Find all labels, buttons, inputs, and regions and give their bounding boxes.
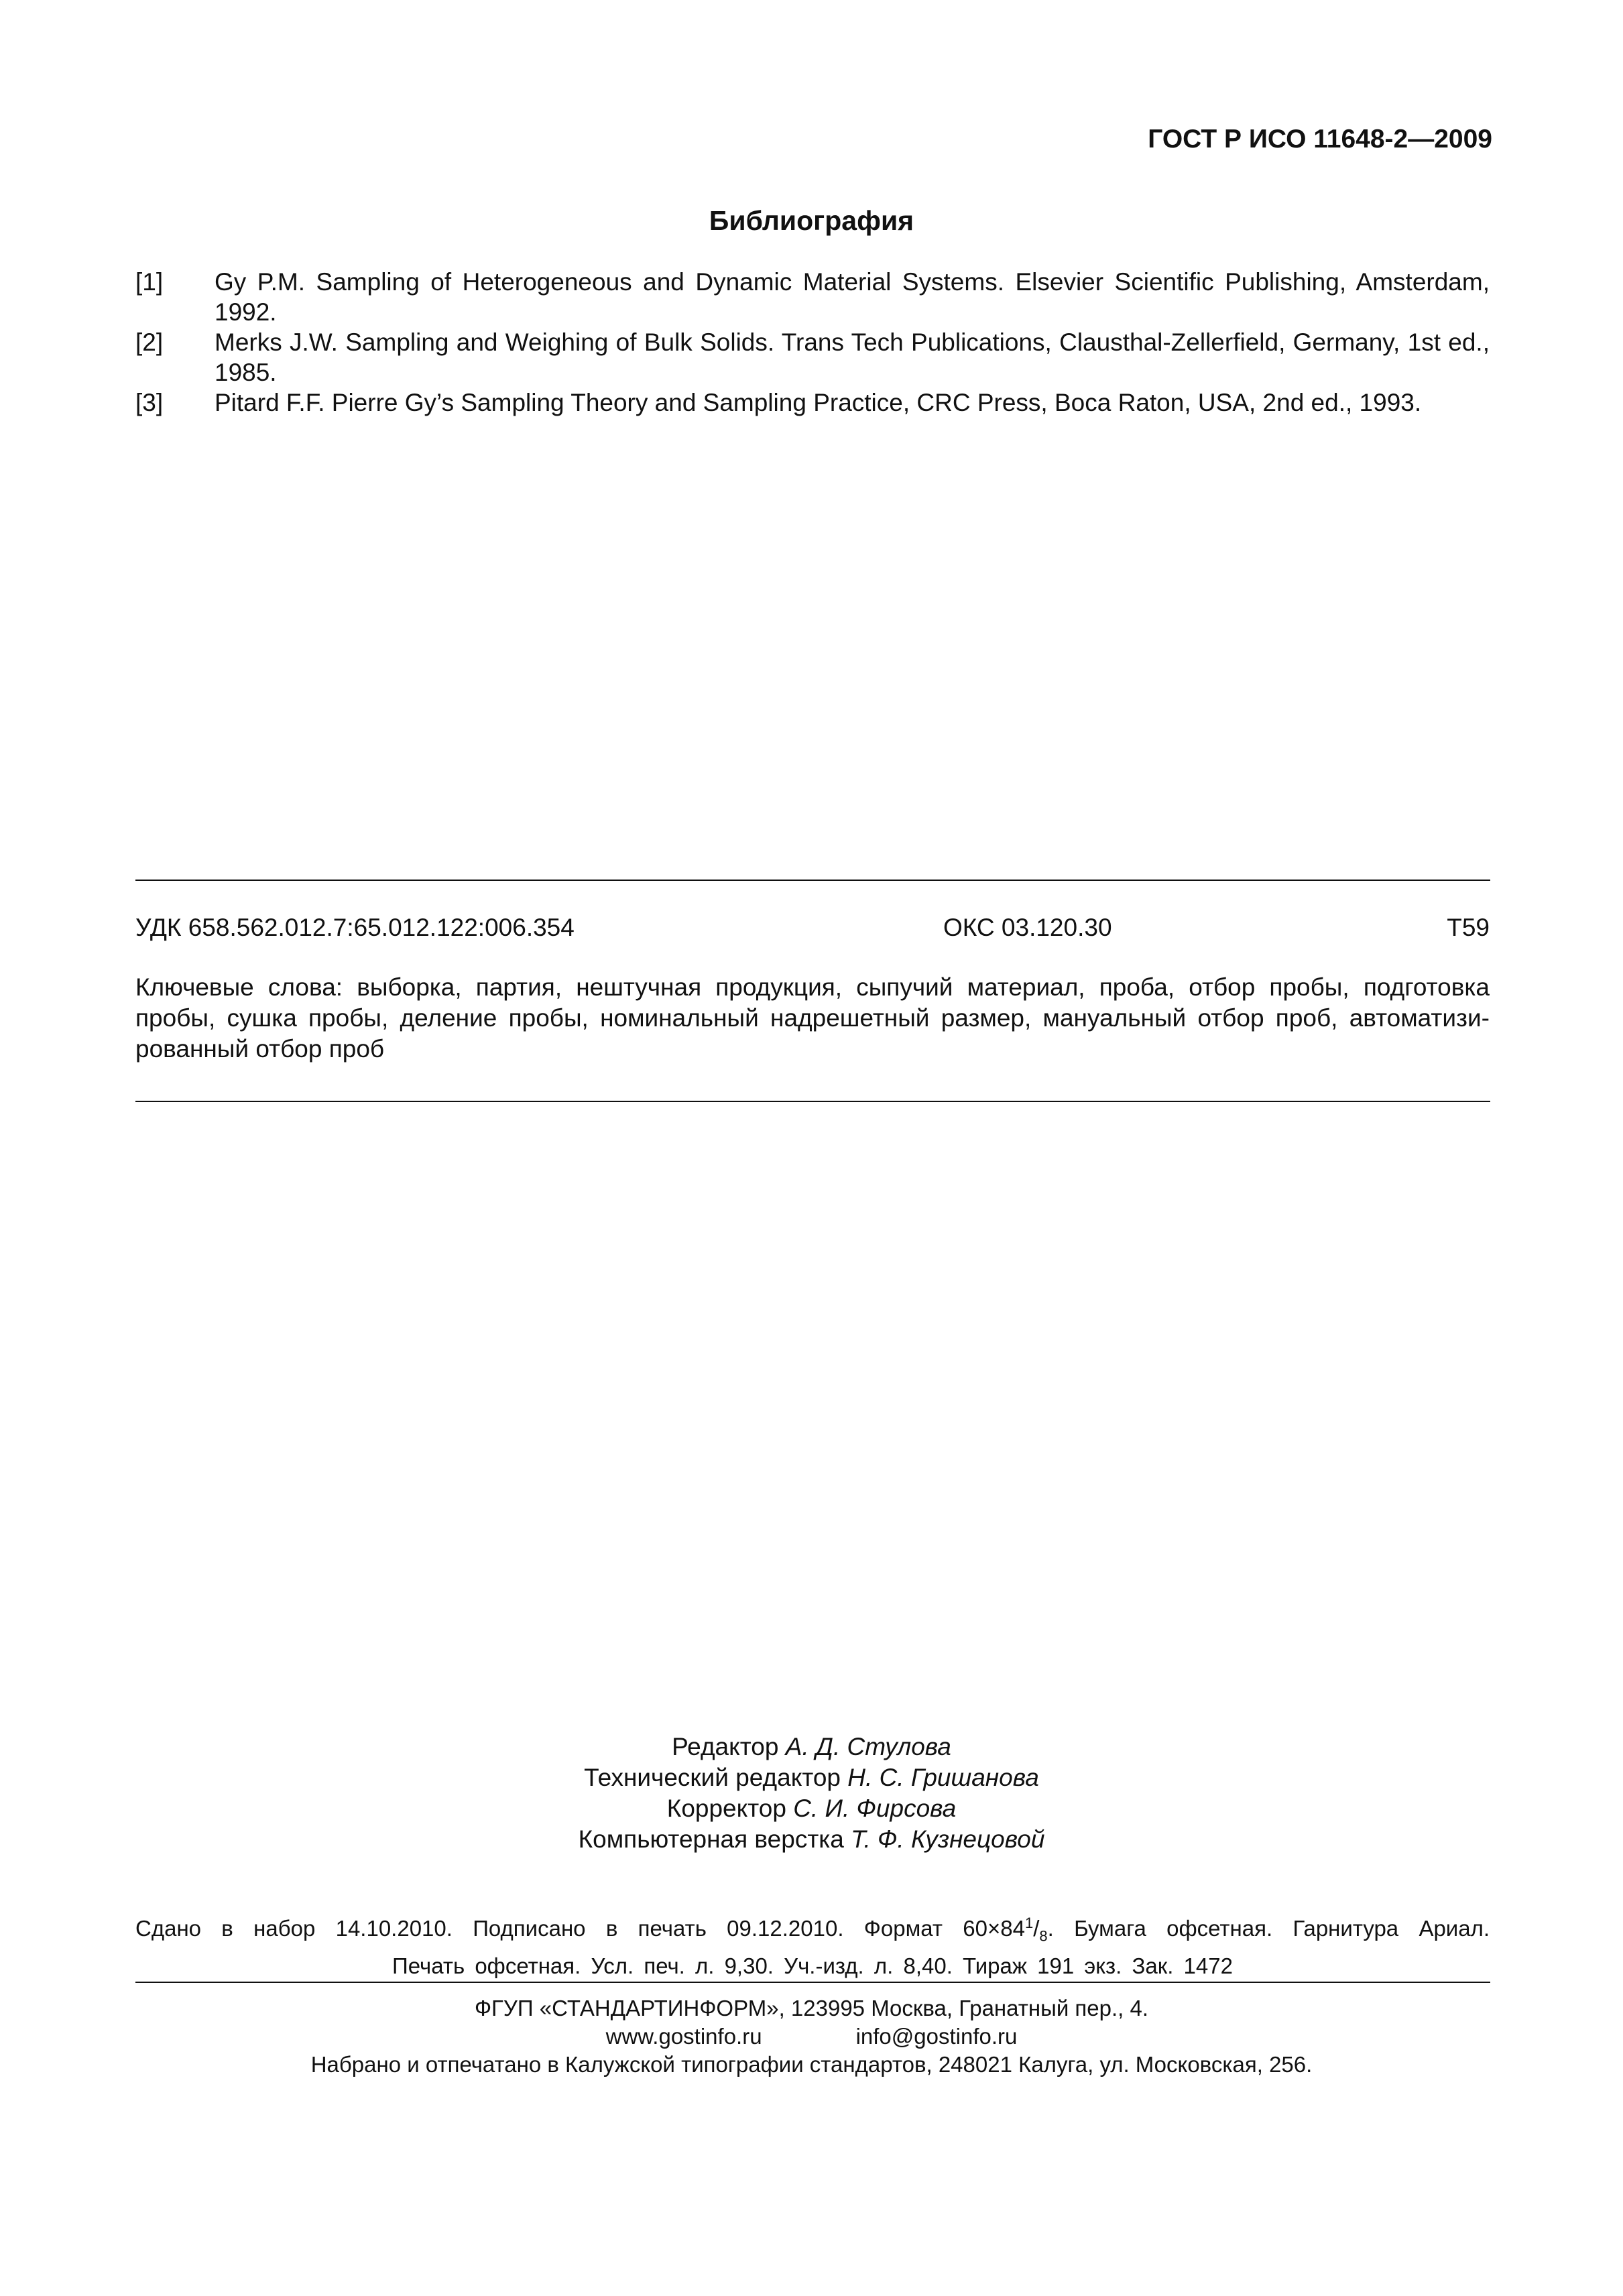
keywords-paragraph: Ключевые слова: выборка, партия, нештучная продукция, сыпучий материал, проба, отбор пробы, подготовка пробы, сушка пробы, деление пробы, номинальный надрешетный размер, мануальный отбор проб, автоматизи-рованный отбор проб — [135, 973, 1490, 1063]
credit-line — [0, 1824, 1623, 1855]
bibliography-item — [135, 387, 1490, 418]
credit-name: С. И. Фирсова — [793, 1795, 957, 1822]
category-code: Т59 — [1447, 914, 1490, 941]
credit-role: Компьютерная верстка — [578, 1825, 844, 1853]
credit-name: Т. Ф. Кузнецовой — [851, 1825, 1045, 1853]
publisher-block — [0, 1994, 1623, 2079]
bibliography-item-number: [3] — [135, 389, 164, 416]
printing-house-info: Набрано и отпечатано в Калужской типографии стандартов, 248021 Калуга, ул. Московская, 256. — [310, 2052, 1313, 2077]
credit-line — [0, 1793, 1623, 1824]
bibliography-item-text: Pitard F.F. Pierre Gy’s Sampling Theory and Sampling Practice, CRC Press, Boca Raton, USA, 2nd ed., 1993. — [215, 389, 1422, 416]
udk-code: УДК 658.562.012.7:65.012.122:006.354 — [135, 914, 575, 941]
print-info-line1: Сдано в набор 14.10.2010. Подписано в печать 09.12.2010. Формат $60\times 84^1/_8$. Бумага офсетная. Гарнитура Ариал. — [135, 1915, 1490, 1945]
print-info-line2: Печать офсетная. Усл. печ. л. 9,30. Уч.-изд. л. 8,40. Тираж 191 экз. Зак. 1472 — [392, 1953, 1233, 1978]
format-fraction-denominator: 8 — [1039, 1927, 1048, 1945]
divider-top — [135, 880, 1490, 881]
print-info — [135, 1909, 1490, 1981]
divider-bottom — [135, 1982, 1490, 1983]
format-fraction-numerator: 1 — [1025, 1915, 1034, 1931]
credit-role: Корректор — [666, 1795, 786, 1822]
classification-row — [135, 914, 1490, 942]
bibliography-item-number: [1] — [135, 268, 164, 296]
credit-line — [0, 1762, 1623, 1793]
publisher-contacts — [0, 2022, 1623, 2051]
bibliography-item-text: Merks J.W. Sampling and Weighing of Bulk Solids. Trans Tech Publications, Clausthal-Zellerfield, Germany, 1st ed., 1985. — [215, 328, 1490, 386]
credit-role: Технический редактор — [584, 1764, 841, 1791]
document-code: ГОСТ Р ИСО 11648-2—2009 — [1148, 125, 1492, 154]
credit-name: А. Д. Стулова — [785, 1733, 951, 1760]
credit-line — [0, 1732, 1623, 1762]
publisher-address: ФГУП «СТАНДАРТИНФОРМ», 123995 Москва, Гранатный пер., 4. — [474, 1996, 1149, 2020]
bibliography-item-number: [2] — [135, 328, 164, 356]
bibliography-item — [135, 267, 1490, 327]
divider-middle — [135, 1101, 1490, 1102]
bibliography-item-text: Gy P.M. Sampling of Heterogeneous and Dynamic Material Systems. Elsevier Scientific Publishing, Amsterdam, 1992. — [215, 268, 1490, 326]
bibliography-title: Библиография — [709, 205, 914, 236]
publisher-website-link[interactable]: www.gostinfo.ru — [605, 2024, 762, 2049]
publisher-email-link[interactable]: info@gostinfo.ru — [855, 2024, 1018, 2049]
credit-role: Редактор — [672, 1733, 779, 1760]
bibliography-list — [135, 267, 1490, 418]
credit-name: Н. С. Гришанова — [847, 1764, 1039, 1791]
oks-code: ОКС 03.120.30 — [943, 914, 1112, 941]
print-info-part-b: . Бумага офсетная. Гарнитура Ариал. — [1047, 1916, 1490, 1941]
credits-block — [0, 1732, 1623, 1855]
bibliography-item — [135, 327, 1490, 387]
print-info-part-a: Сдано в набор 14.10.2010. Подписано в печать 09.12.2010. Формат 60×84 — [135, 1916, 1025, 1941]
